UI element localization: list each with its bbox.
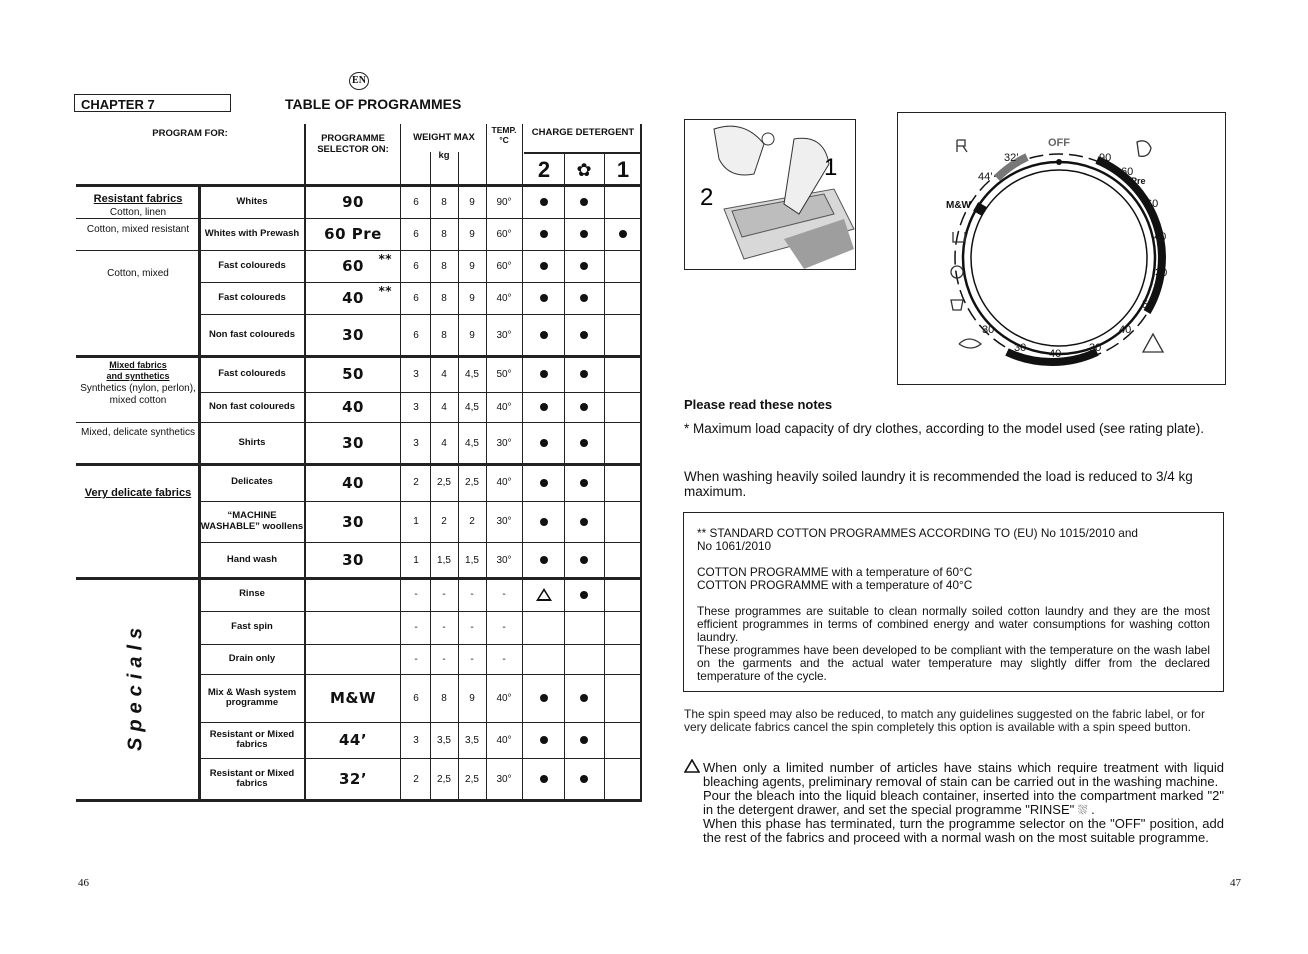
dial-mw: M&W <box>946 200 971 211</box>
row-selector: 30 <box>342 434 364 452</box>
row-label: Resistant or Mixed fabrics <box>209 767 295 789</box>
row-weight: 1,5 <box>437 554 451 566</box>
dial-30d: 30 <box>982 324 995 336</box>
row-detergent-empty <box>604 758 642 800</box>
dial-60pre: 60 <box>1121 166 1134 178</box>
row-temp: 60° <box>496 260 512 272</box>
row-detergent <box>524 186 564 218</box>
row-weight: 4,5 <box>465 368 479 380</box>
row-weight: - <box>470 589 474 600</box>
row-detergent <box>524 464 564 501</box>
row-label: Fast spin <box>231 621 273 633</box>
group-mixed-delicate: Mixed, delicate synthetics <box>81 427 195 438</box>
row-weight: 6 <box>413 260 419 272</box>
box-line: COTTON PROGRAMME with a temperature of 60°C <box>697 564 973 579</box>
row-detergent-empty <box>564 644 604 674</box>
box-line: ** STANDARD COTTON PROGRAMMES ACCORDING TO (EU) No 1015/2010 and <box>697 526 1138 540</box>
row-detergent-empty <box>604 644 642 674</box>
charge-dot <box>580 230 588 238</box>
row-weight: 8 <box>441 292 447 304</box>
row-weight: - <box>414 653 418 665</box>
row-detergent <box>524 314 564 356</box>
row-detergent <box>564 674 604 722</box>
row-selector <box>306 644 400 674</box>
row-detergent <box>524 422 564 464</box>
row-weight: 1,5 <box>465 554 479 566</box>
row-weight: 1 <box>413 516 419 527</box>
row-weight: 9 <box>469 228 475 240</box>
row-detergent <box>524 282 564 314</box>
row-weight: 3,5 <box>437 734 451 746</box>
dial-30b: 30 <box>1089 342 1102 354</box>
group-cotton-mixed: Cotton, mixed <box>107 268 169 279</box>
group-resistant-fabrics <box>78 193 198 219</box>
row-weight: 3 <box>413 734 419 746</box>
row-detergent <box>564 314 604 356</box>
row-selector <box>306 611 400 644</box>
column-rule <box>400 124 401 800</box>
row-selector: M&W <box>329 689 377 707</box>
row-weight: 4 <box>441 437 447 449</box>
dial-44: 44’ <box>978 171 993 183</box>
group-specials: Specials <box>124 621 147 751</box>
row-detergent <box>524 392 564 422</box>
row-weight: 2,5 <box>437 773 451 785</box>
row-weight: 3 <box>413 368 419 380</box>
row-weight: - <box>470 653 474 665</box>
charge-dot <box>580 479 588 487</box>
box-paragraph: These programmes are suitable to clean normally soiled cotton laundry and they are the most efficient programmes in terms of combined energy and water consumptions for washing cotton laundry. <box>697 603 1210 644</box>
row-detergent <box>564 722 604 758</box>
charge-dot <box>540 439 548 447</box>
charge-dot <box>540 331 548 339</box>
row-weight: 2 <box>469 516 475 527</box>
row-weight: 6 <box>413 196 419 208</box>
row-temp: 30° <box>496 773 512 785</box>
row-detergent-empty <box>604 722 642 758</box>
charge-dot <box>580 198 588 206</box>
charge-dot <box>540 775 548 783</box>
group-sub: Synthetics (nylon, perlon), mixed cotton <box>80 382 196 406</box>
row-weight: 8 <box>441 196 447 208</box>
chapter-label: CHAPTER 7 <box>74 94 231 112</box>
charge-dot <box>540 198 548 206</box>
row-selector: 30 <box>342 326 364 344</box>
row-temp: 90° <box>496 196 512 208</box>
charge-dot <box>540 518 548 526</box>
row-rule <box>76 799 642 802</box>
row-weight: 2 <box>441 516 447 527</box>
row-detergent <box>564 542 604 578</box>
charge-dot <box>540 479 548 487</box>
row-weight: 2,5 <box>437 477 451 488</box>
row-detergent <box>524 674 564 722</box>
row-weight: 9 <box>469 260 475 272</box>
bleach-para: Pour the bleach into the liquid bleach container, inserted into the compartment marked "2" in the detergent drawer, and set the special programme "RINSE" <box>703 787 1224 817</box>
language-badge: EN <box>349 72 369 90</box>
row-detergent-empty <box>524 611 564 644</box>
detergent-col-softener-icon: ✿ <box>576 159 592 180</box>
dial-90: 90 <box>1099 152 1112 164</box>
page-title: TABLE OF PROGRAMMES <box>285 96 462 112</box>
row-weight: - <box>442 622 446 633</box>
row-weight: 9 <box>469 692 475 704</box>
header-temp: TEMP. °C <box>491 124 517 145</box>
row-label: Fast coloureds <box>218 259 286 271</box>
row-detergent-empty <box>604 464 642 501</box>
dial-40c: 40 <box>1049 348 1062 360</box>
row-weight: - <box>442 653 446 665</box>
row-selector: 90 <box>342 193 364 211</box>
row-weight: 2 <box>413 773 419 785</box>
row-detergent <box>564 392 604 422</box>
header-weight: WEIGHT MAX <box>413 132 475 144</box>
group-very-delicate: Very delicate fabrics <box>84 487 192 499</box>
row-detergent <box>524 542 564 578</box>
row-detergent <box>564 282 604 314</box>
row-weight: - <box>442 589 446 600</box>
group-mixed-synthetics <box>78 360 198 408</box>
row-detergent <box>524 356 564 392</box>
row-detergent <box>524 218 564 250</box>
dial-50: 50 <box>1142 299 1155 311</box>
row-detergent-empty <box>604 186 642 218</box>
box-line: No 1061/2010 <box>697 538 772 553</box>
row-weight: 6 <box>413 329 419 341</box>
row-weight: 6 <box>413 228 419 240</box>
row-selector: 60 Pre <box>324 225 382 243</box>
column-rule <box>522 124 523 800</box>
row-weight: 4,5 <box>465 401 479 413</box>
row-detergent <box>564 250 604 282</box>
row-selector: 44’ <box>338 731 368 749</box>
header-selector: PROGRAMME SELECTOR ON: <box>317 132 389 155</box>
row-temp: 50° <box>496 368 512 380</box>
row-temp: 30° <box>496 329 512 341</box>
row-selector: 32’ <box>338 770 368 788</box>
warning-triangle-icon <box>684 759 700 773</box>
row-label: “MACHINE WASHABLE” woollens <box>200 510 304 532</box>
bleach-triangle-icon <box>536 588 552 601</box>
row-weight: - <box>414 622 418 633</box>
row-detergent-empty <box>604 314 642 356</box>
group-sub: Cotton, linen <box>109 206 167 218</box>
row-detergent-empty <box>604 282 642 314</box>
row-label: Fast coloureds <box>218 291 286 303</box>
dial-32: 32’ <box>1004 152 1019 164</box>
detergent-drawer-figure <box>684 119 856 270</box>
row-selector <box>306 578 400 611</box>
row-detergent <box>564 464 604 501</box>
row-temp: 40° <box>496 401 512 413</box>
row-detergent <box>524 250 564 282</box>
row-detergent-empty <box>604 578 642 611</box>
row-detergent <box>564 501 604 542</box>
row-weight: 3 <box>413 401 419 413</box>
row-temp: 40° <box>496 692 512 704</box>
row-temp: - <box>502 653 506 665</box>
row-detergent <box>524 578 564 611</box>
row-detergent <box>604 218 642 250</box>
dial-pre: Pre <box>1131 176 1146 186</box>
dial-30: 30 <box>1155 267 1168 279</box>
charge-dot <box>580 736 588 744</box>
row-detergent <box>524 501 564 542</box>
row-detergent <box>564 422 604 464</box>
row-detergent <box>564 356 604 392</box>
rinse-inline-icon: ⛆ <box>1077 802 1088 817</box>
charge-dot <box>540 370 548 378</box>
charge-dot <box>580 591 588 599</box>
charge-dot <box>580 694 588 702</box>
row-selector: 40 <box>342 398 364 416</box>
charge-dot <box>580 439 588 447</box>
row-weight: 9 <box>469 292 475 304</box>
row-temp: - <box>502 589 506 600</box>
row-detergent-empty <box>524 644 564 674</box>
row-weight: 4,5 <box>465 437 479 449</box>
charge-dot <box>580 370 588 378</box>
row-detergent <box>524 758 564 800</box>
row-weight: 8 <box>441 329 447 341</box>
row-selector: 30 <box>342 551 364 569</box>
row-weight: 3,5 <box>465 734 479 746</box>
row-weight: 1 <box>413 554 419 566</box>
group-title: Resistant fabrics <box>93 193 183 205</box>
row-detergent <box>564 218 604 250</box>
charge-dot <box>580 262 588 270</box>
charge-dot <box>540 556 548 564</box>
standard-star: ** <box>378 252 392 266</box>
row-temp: - <box>502 622 506 633</box>
row-label: Whites with Prewash <box>204 227 300 239</box>
group-title: Mixed fabrics and synthetics <box>106 360 170 382</box>
row-label: Shirts <box>238 436 266 448</box>
row-label: Whites <box>236 195 268 207</box>
row-weight: 8 <box>441 692 447 704</box>
charge-dot <box>540 403 548 411</box>
row-weight: - <box>470 622 474 633</box>
standard-star: ** <box>378 284 392 298</box>
dial-40: 40 <box>1154 231 1167 243</box>
dial-30c: 30 <box>1014 342 1027 354</box>
row-label: Non fast coloureds <box>208 328 296 340</box>
row-weight: 9 <box>469 329 475 341</box>
row-weight: 4 <box>441 401 447 413</box>
row-detergent-empty <box>604 542 642 578</box>
header-program-for: PROGRAM FOR: <box>152 127 228 139</box>
detergent-col-1: 1 <box>616 157 630 182</box>
group-rule <box>76 250 198 251</box>
box-paragraph: These programmes have been developed to be compliant with the temperature on the wash label on the garments and the actual water temperature may slightly differ from the declared temperature of the cycle. <box>697 642 1210 683</box>
row-weight: 2 <box>413 477 419 488</box>
bleach-para: When only a limited number of articles have stains which require treatment with liquid bleaching agents, preliminary removal of stain can be carried out in the washing machine. <box>703 760 1224 789</box>
note-heavy-soil: When washing heavily soiled laundry it is recommended the load is reduced to 3/4 kg maximum. <box>684 469 1193 499</box>
row-detergent-empty <box>564 611 604 644</box>
charge-dot <box>580 294 588 302</box>
row-temp: 30° <box>496 437 512 449</box>
row-detergent <box>564 758 604 800</box>
bleach-para: When this phase has terminated, turn the programme selector on the "OFF" position, add the rest of the fabrics and proceed with a normal wash on the most suitable programme. <box>703 815 1224 845</box>
row-weight: 6 <box>413 692 419 704</box>
row-label: Hand wash <box>226 553 278 565</box>
detergent-col-2: 2 <box>537 157 551 182</box>
charge-dot <box>540 736 548 744</box>
group-rule <box>76 422 198 423</box>
note-bleach: When only a limited number of articles have stains which require treatment with liquid bleaching agents, preliminary removal of stain can be carried out in the washing machine. Pour the bleach into the liquid bleach container, inserted into the compartment marked "2" in the detergent drawer, and set the special programme "RINSE" ⛆ . When this phase has terminated, turn the programme selector on the "OFF" position, add the rest of the fabrics and proceed with a normal wash on the most suitable programme. <box>703 760 1224 845</box>
row-temp: 30° <box>496 516 512 527</box>
row-label: Drain only <box>228 652 276 664</box>
page-number-left: 46 <box>78 877 89 889</box>
row-detergent <box>564 578 604 611</box>
drawer-label-1: 1 <box>824 154 838 181</box>
row-temp: 40° <box>496 734 512 746</box>
row-selector: 50 <box>342 365 364 383</box>
row-weight: 2,5 <box>465 773 479 785</box>
row-selector: 30 <box>342 512 364 531</box>
row-detergent-empty <box>604 392 642 422</box>
note-max-load: * Maximum load capacity of dry clothes, according to the model used (see rating plate). <box>684 421 1205 436</box>
charge-dot <box>580 403 588 411</box>
charge-dot <box>580 331 588 339</box>
row-detergent-empty <box>604 674 642 722</box>
row-detergent <box>524 722 564 758</box>
row-detergent-empty <box>604 250 642 282</box>
dial-40b: 40 <box>1119 324 1132 336</box>
row-label: Rinse <box>239 588 265 600</box>
row-weight: 2,5 <box>465 477 479 488</box>
standard-cotton-box <box>683 512 1224 692</box>
note-spin-speed: The spin speed may also be reduced, to match any guidelines suggested on the fabric label, or for very delicate fabrics cancel the spin completely this option is available with a spin speed button. <box>684 707 1205 734</box>
box-line: COTTON PROGRAMME with a temperature of 40°C <box>697 577 973 592</box>
programme-dial-figure <box>897 112 1226 385</box>
row-weight: 3 <box>413 437 419 449</box>
row-temp: 30° <box>496 554 512 566</box>
row-detergent-empty <box>604 422 642 464</box>
row-weight: 8 <box>441 260 447 272</box>
row-selector: 40 <box>342 473 364 492</box>
dial-off: OFF <box>1048 137 1070 149</box>
charge-dot <box>540 294 548 302</box>
row-detergent-empty <box>604 501 642 542</box>
dial-60: 60 <box>1146 198 1159 210</box>
drawer-label-2: 2 <box>700 184 714 211</box>
row-label: Mix & Wash system programme <box>207 686 297 708</box>
charge-dot <box>619 230 627 238</box>
row-temp: 40° <box>496 477 512 488</box>
row-detergent-empty <box>604 611 642 644</box>
row-weight: - <box>414 589 418 600</box>
row-weight: 9 <box>469 196 475 208</box>
row-selector: 60 ** <box>342 252 392 275</box>
charge-dot <box>580 556 588 564</box>
charge-dot <box>540 694 548 702</box>
row-label: Non fast coloureds <box>208 400 296 412</box>
row-selector: 40 ** <box>342 284 392 307</box>
row-label: Fast coloureds <box>218 367 286 379</box>
row-weight: 6 <box>413 292 419 304</box>
charge-dot <box>580 518 588 526</box>
charge-dot <box>540 262 548 270</box>
row-label: Delicates <box>231 476 273 488</box>
header-weight-unit: kg <box>438 149 450 161</box>
charge-dot <box>540 230 548 238</box>
row-weight: 8 <box>441 228 447 240</box>
row-temp: 60° <box>496 228 512 240</box>
charge-dot <box>580 775 588 783</box>
page-number-right: 47 <box>1230 877 1241 889</box>
group-cotton-mixed-resistant: Cotton, mixed resistant <box>86 224 190 235</box>
row-weight: 4 <box>441 368 447 380</box>
row-detergent-empty <box>604 356 642 392</box>
notes-heading: Please read these notes <box>684 397 833 412</box>
row-label: Resistant or Mixed fabrics <box>209 728 295 750</box>
row-temp: 40° <box>496 292 512 304</box>
row-detergent <box>564 186 604 218</box>
header-rule <box>524 152 642 154</box>
header-detergent: CHARGE DETERGENT <box>531 126 635 138</box>
